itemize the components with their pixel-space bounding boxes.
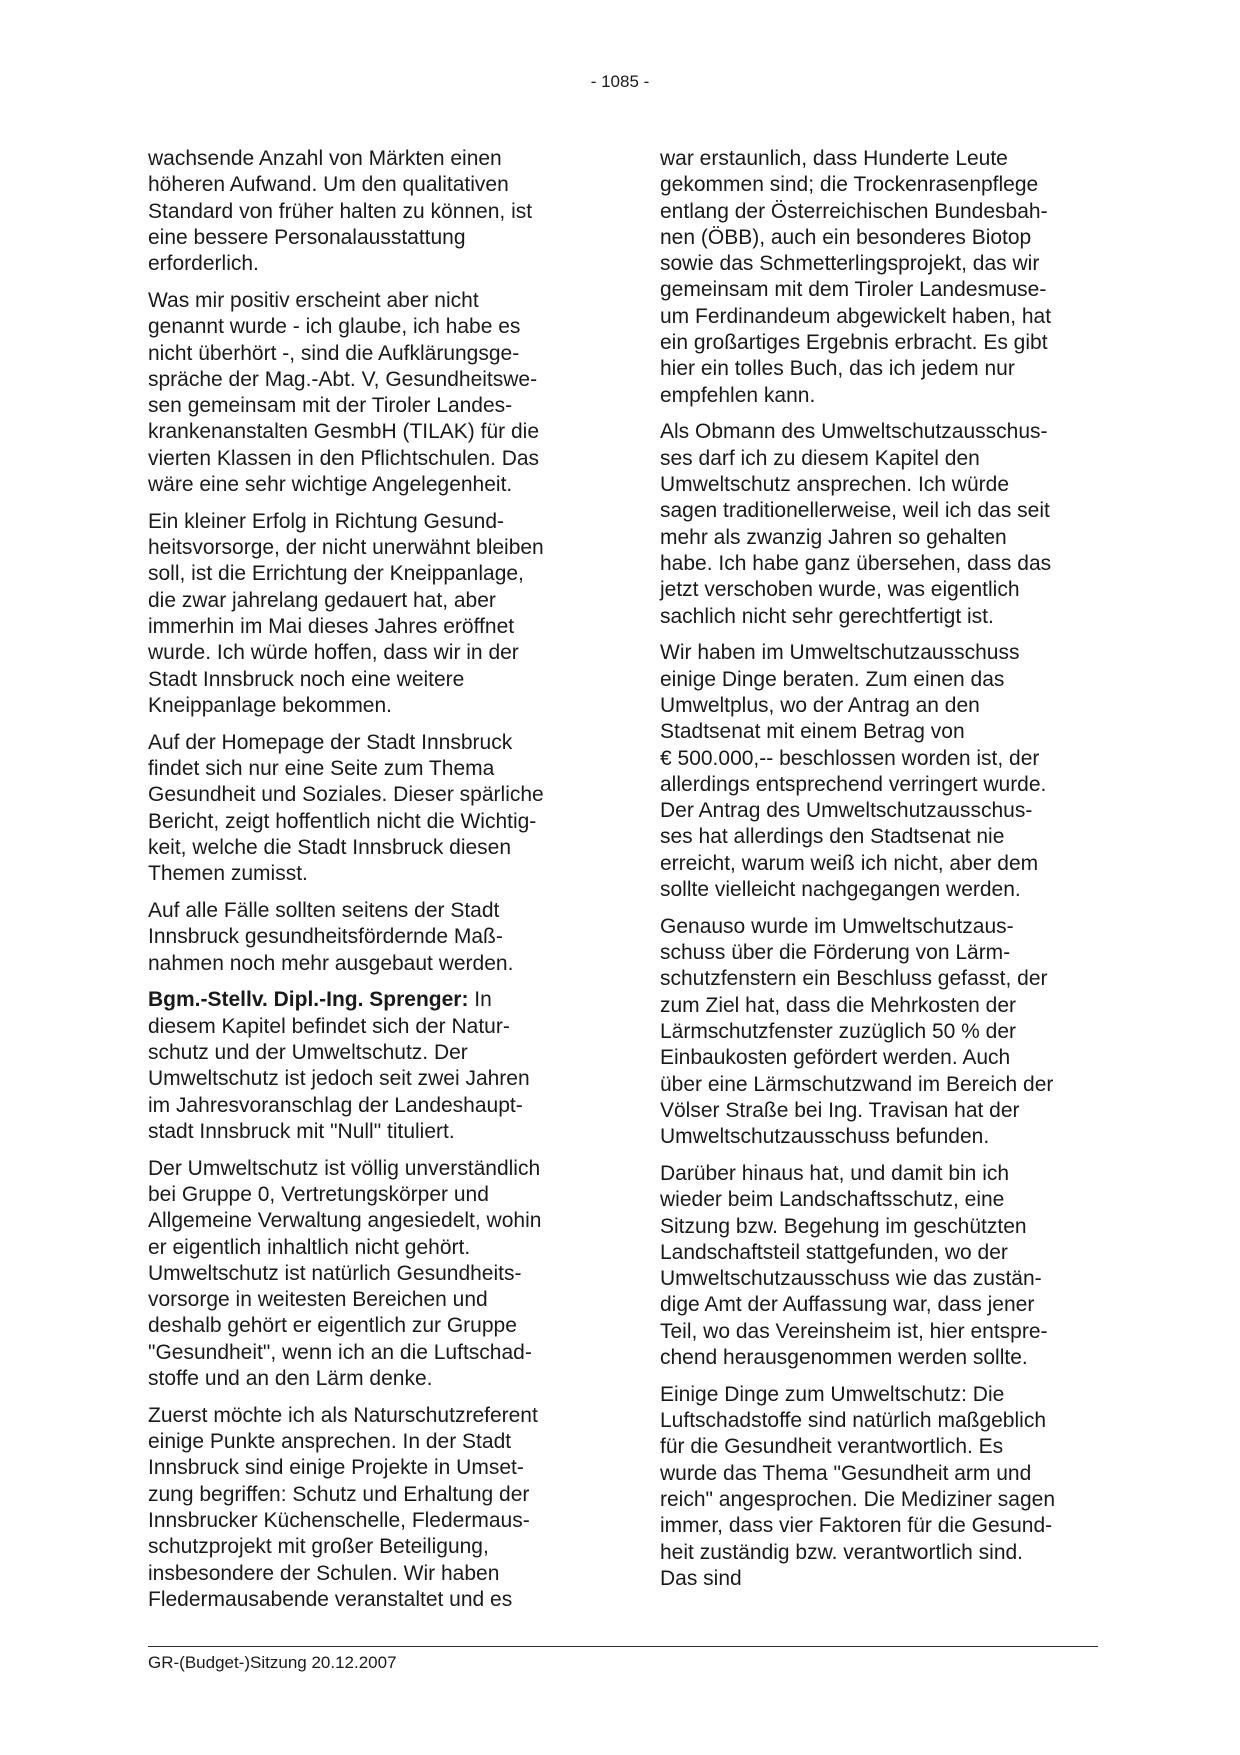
text-line: spräche der Mag.-Abt. V, Gesundheitswe- (148, 367, 538, 391)
text-line: Der Umweltschutz ist völlig unverständlich (148, 1156, 541, 1180)
text-line: Das sind (660, 1566, 742, 1590)
text-line: schuss über die Förderung von Lärm- (660, 941, 1011, 965)
text-line: Der Antrag des Umweltschutzausschus- (660, 799, 1033, 823)
text-line: Was mir positiv erscheint aber nicht (148, 288, 479, 312)
text-line: schutzfenstern ein Beschluss gefasst, der (660, 967, 1048, 991)
right-column (660, 146, 1080, 1603)
text-line: wurde das Thema "Gesundheit arm und (660, 1461, 1032, 1485)
text-line: Ein kleiner Erfolg in Richtung Gesund- (148, 509, 505, 533)
text-line: "Gesundheit", wenn ich an die Luftschad- (148, 1340, 532, 1364)
text-line: immerhin im Mai dieses Jahres eröffnet (148, 615, 515, 639)
text-line: krankenanstalten GesmbH (TILAK) für die (148, 420, 540, 444)
page-number: - 1085 - (590, 72, 650, 91)
text-line: zum Ziel hat, dass die Mehrkosten der (660, 993, 1016, 1017)
text-line: empfehlen kann. (660, 383, 816, 407)
text-line: über eine Lärmschutzwand im Bereich der (660, 1072, 1054, 1096)
text-line: gekommen sind; die Trockenrasenpflege (660, 173, 1039, 197)
text-line: Darüber hinaus hat, und damit bin ich (660, 1161, 1010, 1185)
text-line: Themen zumisst. (148, 862, 308, 886)
text-line: eine bessere Personalausstattung (148, 225, 466, 249)
text-line: Sitzung bzw. Begehung im geschützten (660, 1214, 1027, 1238)
text-line: erforderlich. (148, 252, 259, 276)
text-line: Lärmschutzfenster zuzüglich 50 % der (660, 1020, 1017, 1043)
text-line: habe. Ich habe ganz übersehen, dass das (660, 551, 1052, 575)
text-line: ses hat allerdings den Stadtsenat nie (660, 825, 1005, 849)
text-line: Zuerst möchte ich als Naturschutzreferent (148, 1403, 538, 1427)
text-line: für die Gesundheit verantwortlich. Es (660, 1435, 1004, 1459)
paragraph (148, 288, 568, 498)
text-line: Wir haben im Umweltschutzausschuss (660, 641, 1020, 665)
text-line: keit, welche die Stadt Innsbruck diesen (148, 835, 512, 859)
text-line: sen gemeinsam mit der Tiroler Landes- (148, 394, 513, 418)
text-line: Innsbruck sind einige Projekte in Umset- (148, 1456, 524, 1480)
text-line: Auf alle Fälle sollten seitens der Stadt (148, 899, 500, 923)
text-line: ses darf ich zu diesem Kapitel den (660, 446, 980, 470)
text-line: sachlich nicht sehr gerechtfertigt ist. (660, 604, 994, 628)
text-line: soll, ist die Errichtung der Kneippanlage, (148, 562, 524, 586)
paragraph (660, 146, 1080, 409)
text-line: Genauso wurde im Umweltschutzaus- (660, 914, 1014, 938)
text-line: mehr als zwanzig Jahren so gehalten (660, 525, 1007, 549)
text-line: schutzprojekt mit großer Beteiligung, (148, 1535, 489, 1559)
text-line: Einige Dinge zum Umweltschutz: Die (660, 1382, 1005, 1406)
text-line: Landschaftsteil stattgefunden, wo der (660, 1240, 1008, 1264)
text-line: deshalb gehört er eigentlich zur Gruppe (148, 1314, 517, 1338)
text-line: im Jahresvoranschlag der Landeshaupt- (148, 1093, 523, 1117)
text-line: reich" angesprochen. Die Mediziner sagen (660, 1488, 1056, 1512)
text-line: sagen traditionellerweise, weil ich das seit (660, 499, 1050, 523)
text-line: Kneippanlage bekommen. (148, 693, 393, 717)
text-line: Auf der Homepage der Stadt Innsbruck (148, 730, 513, 754)
text-line: findet sich nur eine Seite zum Thema (148, 757, 495, 781)
text-line: sowie das Schmetterlingsprojekt, das wir (660, 252, 1040, 276)
text-line: wäre eine sehr wichtige Angelegenheit. (148, 473, 513, 497)
text-line: Einbaukosten gefördert werden. Auch (660, 1046, 1011, 1070)
text-line: höheren Aufwand. Um den qualitativen (148, 173, 509, 197)
text-line: Fledermausabende veranstaltet und es (148, 1587, 513, 1611)
text-line: bei Gruppe 0, Vertretungskörper und (148, 1182, 489, 1206)
text-line: einige Punkte ansprechen. In der Stadt (148, 1430, 512, 1454)
text-line: Umweltschutzausschuss wie das zustän- (660, 1267, 1042, 1291)
text-line: Luftschadstoffe sind natürlich maßgeblich (660, 1409, 1046, 1433)
paragraph (660, 914, 1080, 1151)
text-line: Umweltschutz ist natürlich Gesundheits- (148, 1261, 522, 1285)
paragraph (148, 509, 568, 719)
text-line: gemeinsam mit dem Tiroler Landesmuse- (660, 278, 1047, 302)
speaker-paragraph (148, 987, 568, 1145)
text-line: einige Dinge beraten. Zum einen das (660, 667, 1005, 691)
text-line: nahmen noch mehr ausgebaut werden. (148, 951, 514, 975)
text-line: wurde. Ich würde hoffen, dass wir in der (148, 641, 519, 665)
text-line: Bericht, zeigt hoffentlich nicht die Wichtig- (148, 809, 537, 833)
text-line: Stadtsenat mit einem Betrag von (660, 720, 965, 744)
text-line: stoffe und an den Lärm denke. (148, 1367, 433, 1391)
text-line: dige Amt der Auffassung war, dass jener (660, 1293, 1035, 1317)
text-line: Gesundheit und Soziales. Dieser spärliche (148, 783, 544, 807)
paragraph (148, 146, 568, 277)
text-line: hier ein tolles Buch, das ich jedem nur (660, 357, 1015, 381)
text-line: vierten Klassen in den Pflichtschulen. Das (148, 446, 540, 470)
text-line: Umweltschutzausschuss befunden. (660, 1125, 990, 1149)
text-line: Völser Straße bei Ing. Travisan hat der (660, 1098, 1020, 1122)
text-line: wieder beim Landschaftsschutz, eine (660, 1188, 1005, 1212)
footer-text: GR-(Budget-)Sitzung 20.12.2007 (148, 1653, 397, 1672)
text-line: Als Obmann des Umweltschutzausschus- (660, 420, 1048, 444)
text-line: Umweltplus, wo der Antrag an den (660, 693, 980, 717)
text-line: er eigentlich inhaltlich nicht gehört. (148, 1235, 471, 1259)
text-line: genannt wurde - ich glaube, ich habe es (148, 315, 521, 339)
text-line: stadt Innsbruck mit "Null" tituliert. (148, 1119, 455, 1143)
text-line: entlang der Österreichischen Bundesbah- (660, 199, 1048, 223)
text-line: Standard von früher halten zu können, ist (148, 199, 533, 223)
text-line: Innsbruck gesundheitsfördernde Maß- (148, 925, 503, 949)
text-line: vorsorge in weitesten Bereichen und (148, 1288, 488, 1312)
text-line: nen (ÖBB), auch ein besonderes Biotop (660, 225, 1032, 249)
text-line: heitsvorsorge, der nicht unerwähnt bleiben (148, 536, 544, 560)
paragraph (148, 1403, 568, 1613)
text-line: insbesondere der Schulen. Wir haben (148, 1561, 500, 1585)
text-line: diesem Kapitel befindet sich der Natur- (148, 1014, 510, 1038)
text-line (148, 987, 568, 1013)
text-line: allerdings entsprechend verringert wurde. (660, 772, 1047, 796)
text-line: wachsende Anzahl von Märkten einen (148, 147, 502, 170)
text-line: nicht überhört -, sind die Aufklärungsge- (148, 341, 520, 365)
text-line: Umweltschutz ist jedoch seit zwei Jahren (148, 1067, 530, 1091)
footer-divider (148, 1646, 1098, 1647)
speaker-name: Bgm.-Stellv. Dipl.-Ing. Sprenger: (148, 988, 469, 1012)
text-line: schutz und der Umweltschutz. Der (148, 1041, 468, 1064)
text-line: die zwar jahrelang gedauert hat, aber (148, 588, 496, 612)
speaker-first-line-rest: In (468, 988, 492, 1012)
text-line: € 500.000,-- beschlossen worden ist, der (660, 746, 1040, 770)
paragraph (660, 1382, 1080, 1592)
text-line: um Ferdinandeum abgewickelt haben, hat (660, 304, 1052, 328)
text-line: zung begriffen: Schutz und Erhaltung der (148, 1482, 530, 1506)
paragraph (660, 1161, 1080, 1371)
text-line: erreicht, warum weiß ich nicht, aber dem (660, 851, 1039, 875)
text-line: Allgemeine Verwaltung angesiedelt, wohin (148, 1209, 542, 1233)
text-line: war erstaunlich, dass Hunderte Leute (660, 147, 1008, 170)
text-line: sollte vielleicht nachgegangen werden. (660, 878, 1021, 902)
paragraph (148, 730, 568, 888)
text-line: chend herausgenommen werden sollte. (660, 1346, 1028, 1370)
text-line: immer, dass vier Faktoren für die Gesund- (660, 1514, 1053, 1538)
paragraph (148, 1156, 568, 1393)
text-line: ein großartiges Ergebnis erbracht. Es gibt (660, 331, 1048, 355)
text-line: Stadt Innsbruck noch eine weitere (148, 667, 465, 691)
text-line: Innsbrucker Küchenschelle, Fledermaus- (148, 1509, 530, 1533)
text-line: jetzt verschoben wurde, was eigentlich (660, 578, 1020, 602)
text-line: Umweltschutz ansprechen. Ich würde (660, 473, 1009, 497)
paragraph (148, 898, 568, 977)
paragraph (660, 640, 1080, 903)
paragraph (660, 419, 1080, 629)
text-line: Teil, wo das Vereinsheim ist, hier entspre- (660, 1319, 1048, 1343)
left-column (148, 146, 568, 1624)
text-line: heit zuständig bzw. verantwortlich sind. (660, 1540, 1024, 1564)
